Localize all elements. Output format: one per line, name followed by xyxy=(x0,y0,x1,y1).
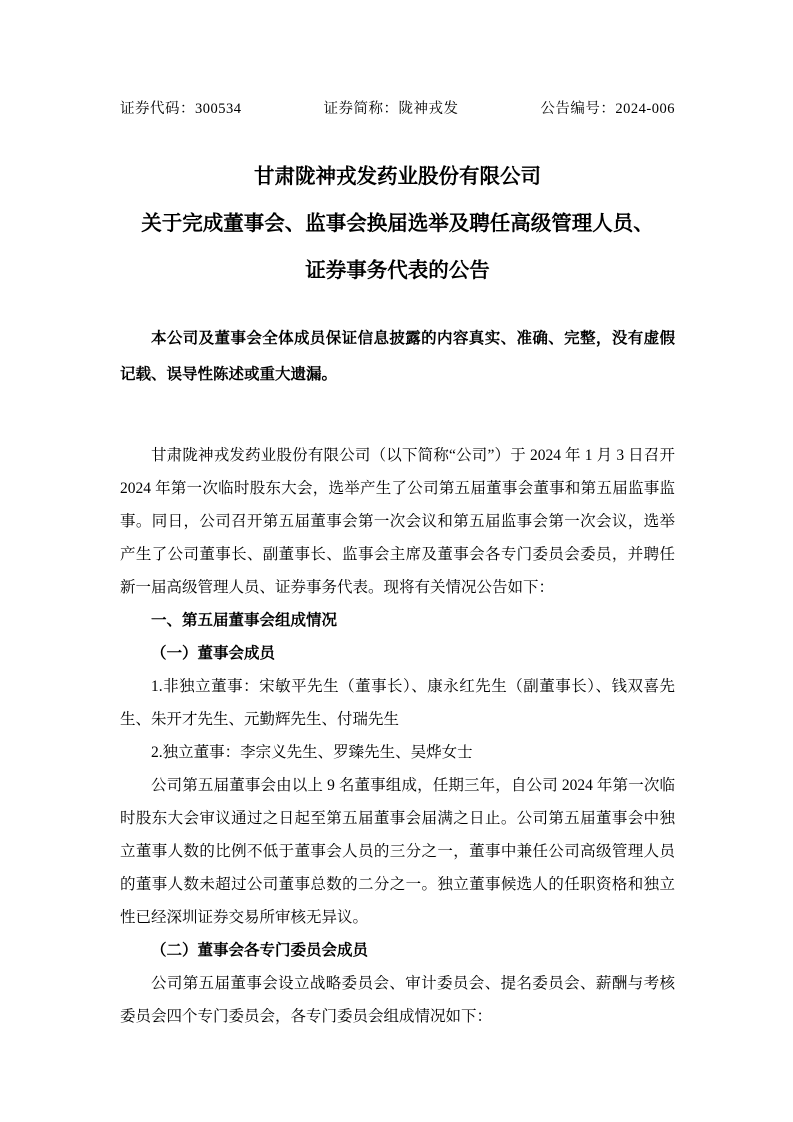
stock-code: 证券代码：300534 xyxy=(120,101,242,117)
doc-title-line1: 甘肃陇神戎发药业股份有限公司 xyxy=(254,166,541,188)
doc-title xyxy=(120,154,675,295)
doc-header xyxy=(120,97,675,118)
doc-title-line3: 证券事务代表的公告 xyxy=(305,260,490,282)
independent-directors-paragraph: 2.独立董事：李宗义先生、罗臻先生、吴烨女士 xyxy=(151,744,473,761)
announcement-number: 公告编号：2024-006 xyxy=(540,101,675,117)
committees-intro-paragraph: 公司第五届董事会设立战略委员会、审计委员会、提名委员会、薪酬与考核委员会四个专门委员会，各专门委员会组成情况如下： xyxy=(120,975,675,1025)
stock-abbreviation: 证券简称：陇神戎发 xyxy=(323,101,459,117)
disclosure-statement: 本公司及董事会全体成员保证信息披露的内容真实、准确、完整，没有虚假记载、误导性陈述或重大遗漏。 xyxy=(120,330,675,383)
subsection-1-2-heading: （二）董事会各专门委员会成员 xyxy=(151,942,369,959)
subsection-1-1-heading: （一）董事会成员 xyxy=(151,645,276,662)
doc-body xyxy=(120,439,675,1033)
non-independent-directors-paragraph: 1.非独立董事：宋敏平先生（董事长）、康永红先生（副董事长）、钱双喜先生、朱开才先生、元勤辉先生、付瑞先生 xyxy=(120,678,675,728)
board-composition-paragraph: 公司第五届董事会由以上 9 名董事组成，任期三年，自公司 2024 年第一次临时股东大会审议通过之日起至第五届董事会届满之日止。公司第五届董事会中独立董事人数的比例不低于董事会人员的三分之一，董事中兼任公司高级管理人员的董事人数未超过公司董事总数的二分之一。独立董事候选人的任职资格和独立性已经深圳证券交易所审核无异议。 xyxy=(120,777,675,926)
intro-paragraph: 甘肃陇神戎发药业股份有限公司（以下简称“公司”）于 2024 年 1 月 3 日召开 2024 年第一次临时股东大会，选举产生了公司第五届董事会董事和第五届监事监事。同日，公司召开第五届董事会第一次会议和第五届监事会第一次会议，选举产生了公司董事长、副董事长、监事会主席及董事会各专门委员会委员，并聘任新一届高级管理人员、证券事务代表。现将有关情况公告如下： xyxy=(120,447,675,596)
section-1-heading: 一、第五届董事会组成情况 xyxy=(151,612,338,629)
doc-title-line2: 关于完成董事会、监事会换届选举及聘任高级管理人员、 xyxy=(141,213,654,235)
